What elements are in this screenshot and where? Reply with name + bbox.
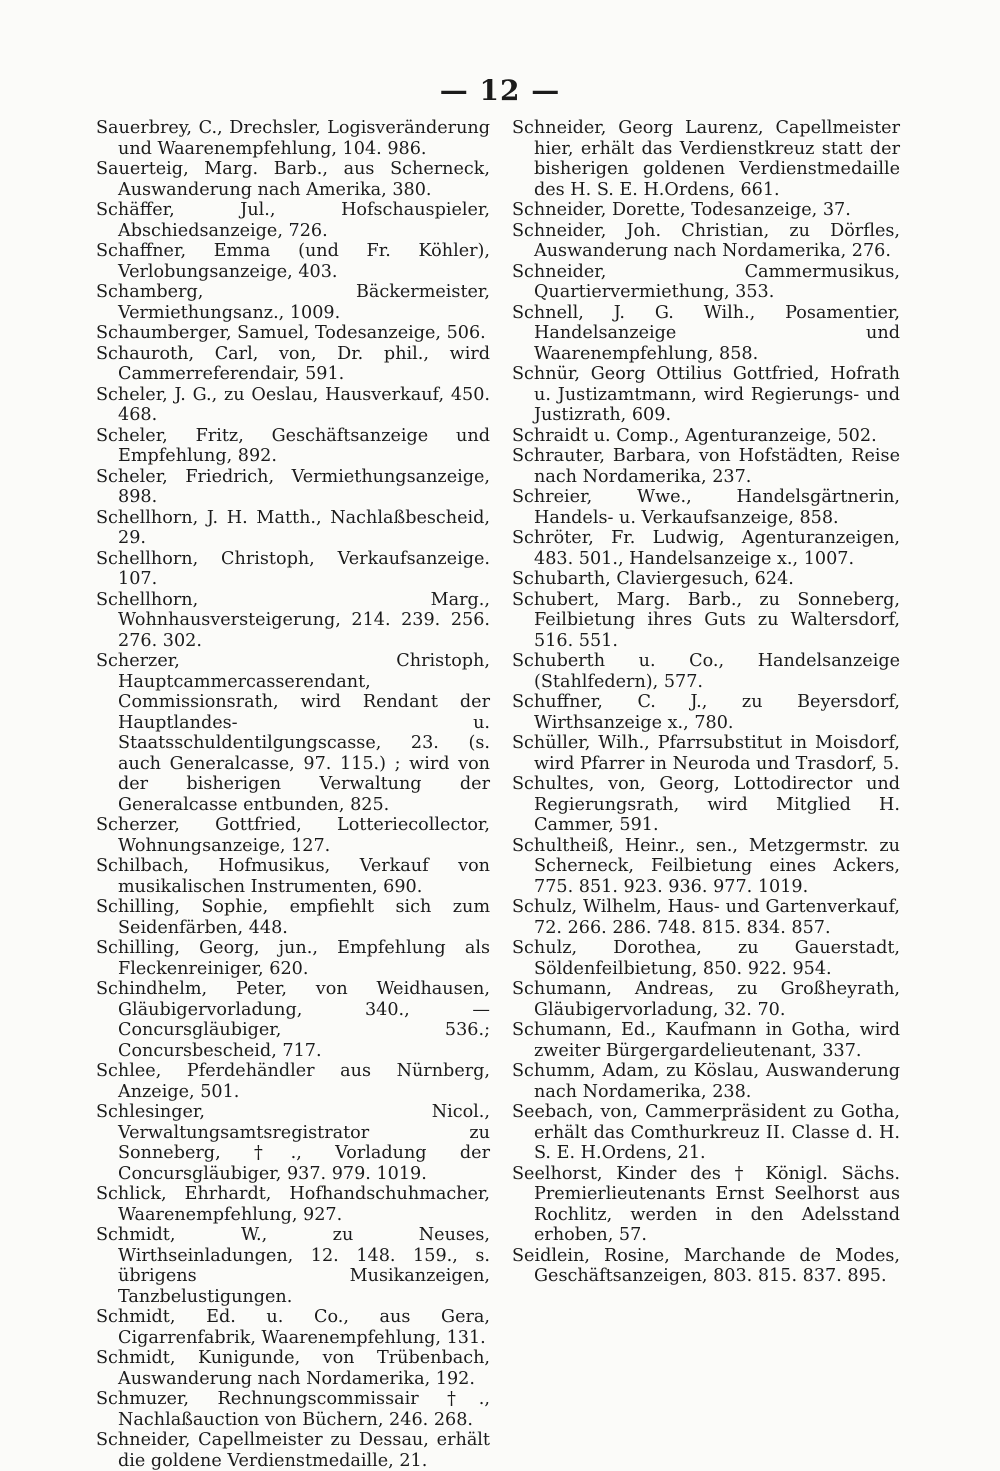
- index-entry: Schubarth, Claviergesuch, 624.: [512, 569, 794, 589]
- index-entry: Schneider, Dorette, Todesanzeige, 37.: [512, 200, 851, 220]
- index-entry: Schilling, Georg, jun., Empfehlung als Fleckenreiniger, 620.: [96, 938, 490, 979]
- index-entry: Schumm, Adam, zu Köslau, Auswanderung nach Nordamerika, 238.: [512, 1061, 900, 1102]
- index-entry: Schellhorn, Marg., Wohnhausversteigerung, 214. 239. 256. 276. 302.: [96, 589, 490, 651]
- index-entry: Schuffner, C. J., zu Beyersdorf, Wirthsanzeige x., 780.: [512, 692, 900, 733]
- index-entry: Schultes, von, Georg, Lottodirector und Regierungsrath, wird Mitglied H. Cammer, 591.: [512, 774, 900, 835]
- index-entry: Schmidt, Ed. u. Co., aus Gera, Cigarrenfabrik, Waarenempfehlung, 131.: [96, 1307, 490, 1348]
- index-entry: Schneider, Cammermusikus, Quartiervermiethung, 353.: [512, 261, 900, 302]
- index-entry: Schmuzer, Rechnungscommissair †., Nachlaßauction von Büchern, 246. 268.: [96, 1389, 490, 1430]
- index-entry: Schneider, Joh. Christian, zu Dörfles, Auswanderung nach Nordamerika, 276.: [512, 220, 900, 261]
- index-entry: Scherzer, Christoph, Hauptcammercasserendant, Commissionsrath, wird Rendant der Hauptlandes- u. Staatsschuldentilgungscasse, 23. (s. auch Generalcasse, 97. 115.) ; wird von der bisherigen Verwaltung der Generalcasse entbunden, 825.: [96, 651, 490, 815]
- index-entry: Seelhorst, Kinder des † Königl. Sächs. Premierlieutenants Ernst Seelhorst aus Rochlitz, werden in den Adelsstand erhoben, 57.: [512, 1163, 900, 1245]
- index-entry: Schröter, Fr. Ludwig, Agenturanzeigen, 483. 501., Handelsanzeige x., 1007.: [512, 528, 900, 569]
- index-entry: Scheler, Fritz, Geschäftsanzeige und Empfehlung, 892.: [96, 425, 490, 466]
- index-entry: Schraidt u. Comp., Agenturanzeige, 502.: [512, 425, 877, 446]
- index-entry: Schauroth, Carl, von, Dr. phil., wird Cammerreferendair, 591.: [96, 343, 490, 384]
- index-entry: Scheler, J. G., zu Oeslau, Hausverkauf, 450. 468.: [96, 384, 490, 425]
- index-entry: Schulz, Wilhelm, Haus- und Gartenverkauf, 72. 266. 286. 748. 815. 834. 857.: [512, 897, 900, 938]
- index-entry: Schmidt, Kunigunde, von Trübenbach, Auswanderung nach Nordamerika, 192.: [96, 1348, 490, 1389]
- index-entry: Schuberth u. Co., Handelsanzeige (Stahlfedern), 577.: [512, 651, 900, 692]
- index-entry: Sauerteig, Marg. Barb., aus Scherneck, Auswanderung nach Amerika, 380.: [96, 159, 490, 200]
- index-entry: Schilbach, Hofmusikus, Verkauf von musikalischen Instrumenten, 690.: [96, 856, 490, 897]
- index-entry: Schlick, Ehrhardt, Hofhandschuhmacher, Waarenempfehlung, 927.: [96, 1184, 490, 1225]
- index-entry: Seebach, von, Cammerpräsident zu Gotha, erhält das Comthurkreuz II. Classe d. H. S. E. H.Ordens, 21.: [512, 1102, 900, 1163]
- index-entry: Schaffner, Emma (und Fr. Köhler), Verlobungsanzeige, 403.: [96, 241, 490, 282]
- index-entry: Sauerbrey, C., Drechsler, Logisveränderung und Waarenempfehlung, 104. 986.: [96, 118, 490, 159]
- index-entry: Schumann, Ed., Kaufmann in Gotha, wird zweiter Bürgergardelieutenant, 337.: [512, 1020, 900, 1061]
- index-entry: Schneider, Capellmeister zu Dessau, erhält die goldene Verdienstmedaille, 21.: [96, 1430, 490, 1471]
- index-entry: Schäffer, Jul., Hofschauspieler, Abschiedsanzeige, 726.: [96, 200, 490, 241]
- index-entry: Schilling, Sophie, empfiehlt sich zum Seidenfärben, 448.: [96, 897, 490, 938]
- index-entry: Schubert, Marg. Barb., zu Sonneberg, Feilbietung ihres Guts zu Waltersdorf, 516. 551.: [512, 589, 900, 651]
- index-entry: Schmidt, W., zu Neuses, Wirthseinladungen, 12. 148. 159., s. übrigens Musikanzeigen, Tanzbelustigungen.: [96, 1225, 490, 1307]
- index-entry: Scherzer, Gottfried, Lotteriecollector, Wohnungsanzeige, 127.: [96, 815, 490, 856]
- index-entry: Scheler, Friedrich, Vermiethungsanzeige, 898.: [96, 466, 490, 507]
- page-number: — 12 —: [439, 74, 561, 107]
- index-column-left: [96, 118, 490, 1471]
- index-entry: Schlesinger, Nicol., Verwaltungsamtsregistrator zu Sonneberg, †., Vorladung der Concursgläubiger, 937. 979. 1019.: [96, 1102, 490, 1184]
- index-entry: Schnell, J. G. Wilh., Posamentier, Handelsanzeige und Waarenempfehlung, 858.: [512, 302, 900, 364]
- index-entry: Schultheiß, Heinr., sen., Metzgermstr. zu Scherneck, Feilbietung eines Ackers, 775. 851. 923. 936. 977. 1019.: [512, 835, 900, 897]
- index-entry: Seidlein, Rosine, Marchande de Modes, Geschäftsanzeigen, 803. 815. 837. 895.: [512, 1245, 900, 1286]
- index-entry: Schrauter, Barbara, von Hofstädten, Reise nach Nordamerika, 237.: [512, 446, 900, 487]
- index-entry: Schneider, Georg Laurenz, Capellmeister hier, erhält das Verdienstkreuz statt der bisherigen goldenen Verdienstmedaille des H. S. E. H.Ordens, 661.: [512, 118, 900, 200]
- index-entry: Schlee, Pferdehändler aus Nürnberg, Anzeige, 501.: [96, 1061, 490, 1102]
- index-entry: Schaumberger, Samuel, Todesanzeige, 506.: [96, 323, 486, 343]
- index-entry: Schumann, Andreas, zu Großheyrath, Gläubigervorladung, 32. 70.: [512, 979, 900, 1020]
- index-entry: Schamberg, Bäckermeister, Vermiethungsanz., 1009.: [96, 282, 490, 323]
- index-entry: Schulz, Dorothea, zu Gauerstadt, Söldenfeilbietung, 850. 922. 954.: [512, 938, 900, 979]
- index-entry: Schüller, Wilh., Pfarrsubstitut in Moisdorf, wird Pfarrer in Neuroda und Trasdorf, 5.: [512, 733, 900, 774]
- index-column-right: [512, 118, 900, 1287]
- index-entry: Schnür, Georg Ottilius Gottfried, Hofrath u. Justizamtmann, wird Regierungs- und Justizrath, 609.: [512, 364, 900, 425]
- index-entry: Schreier, Wwe., Handelsgärtnerin, Handels- u. Verkaufsanzeige, 858.: [512, 487, 900, 528]
- index-entry: Schellhorn, J. H. Matth., Nachlaßbescheid, 29.: [96, 507, 490, 548]
- index-entry: Schellhorn, Christoph, Verkaufsanzeige. 107.: [96, 548, 490, 589]
- index-entry: Schindhelm, Peter, von Weidhausen, Gläubigervorladung, 340., — Concursgläubiger, 536.; Concursbescheid, 717.: [96, 979, 490, 1061]
